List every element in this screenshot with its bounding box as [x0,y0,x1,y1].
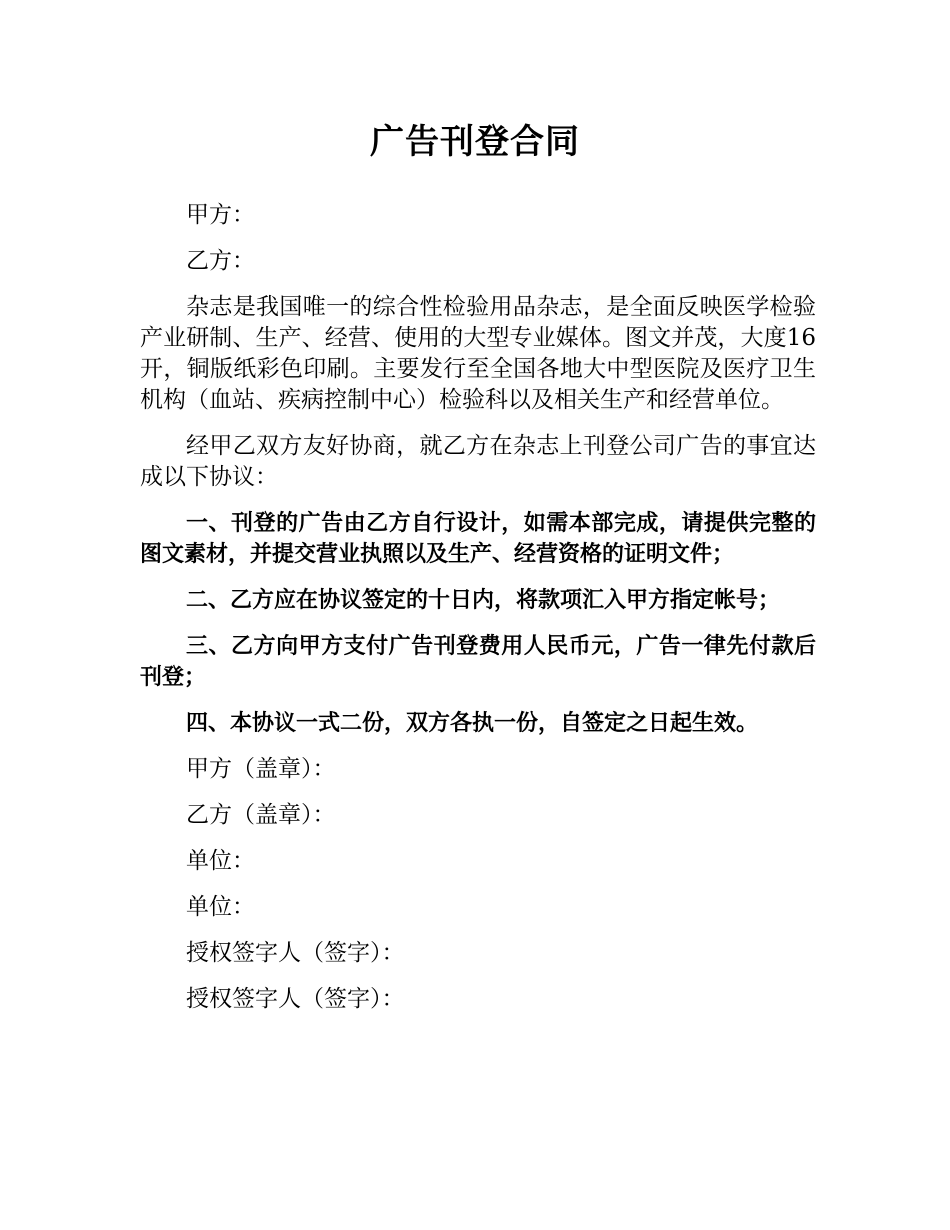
page-title: 广告刊登合同 [370,122,580,162]
unit-a-line: 单位： [186,848,255,874]
document-body [140,200,816,1030]
clause-1: 一、刊登的广告由乙方自行设计，如需本部完成，请提供完整的图文素材，并提交营业执照以及生产、经营资格的证明文件； [140,511,816,567]
clause-2: 二、乙方应在协议签定的十日内，将款项汇入甲方指定帐号； [186,588,781,613]
party-b-line: 乙方： [186,248,255,274]
clause-3: 三、乙方向甲方支付广告刊登费用人民币元，广告一律先付款后刊登； [140,634,816,690]
party-a-line: 甲方： [186,202,255,228]
party-a-seal-line: 甲方（盖章）： [186,756,336,782]
agreement-lead-paragraph: 经甲乙双方友好协商，就乙方在杂志上刊登公司广告的事宜达成以下协议： [140,433,816,490]
unit-b-line: 单位： [186,894,255,920]
party-b-seal-line: 乙方（盖章）： [186,802,336,828]
signer-b-line: 授权签字人（签字）： [186,986,405,1012]
intro-paragraph: 杂志是我国唯一的综合性检验用品杂志，是全面反映医学检验产业研制、生产、经营、使用的大型专业媒体。图文并茂，大度16开，铜版纸彩色印刷。主要发行至全国各地大中型医院及医疗卫生机构（血站、疾病控制中心）检验科以及相关生产和经营单位。 [140,294,816,413]
clause-4: 四、本协议一式二份，双方各执一份，自签定之日起生效。 [186,711,759,736]
signer-a-line: 授权签字人（签字）： [186,940,405,966]
